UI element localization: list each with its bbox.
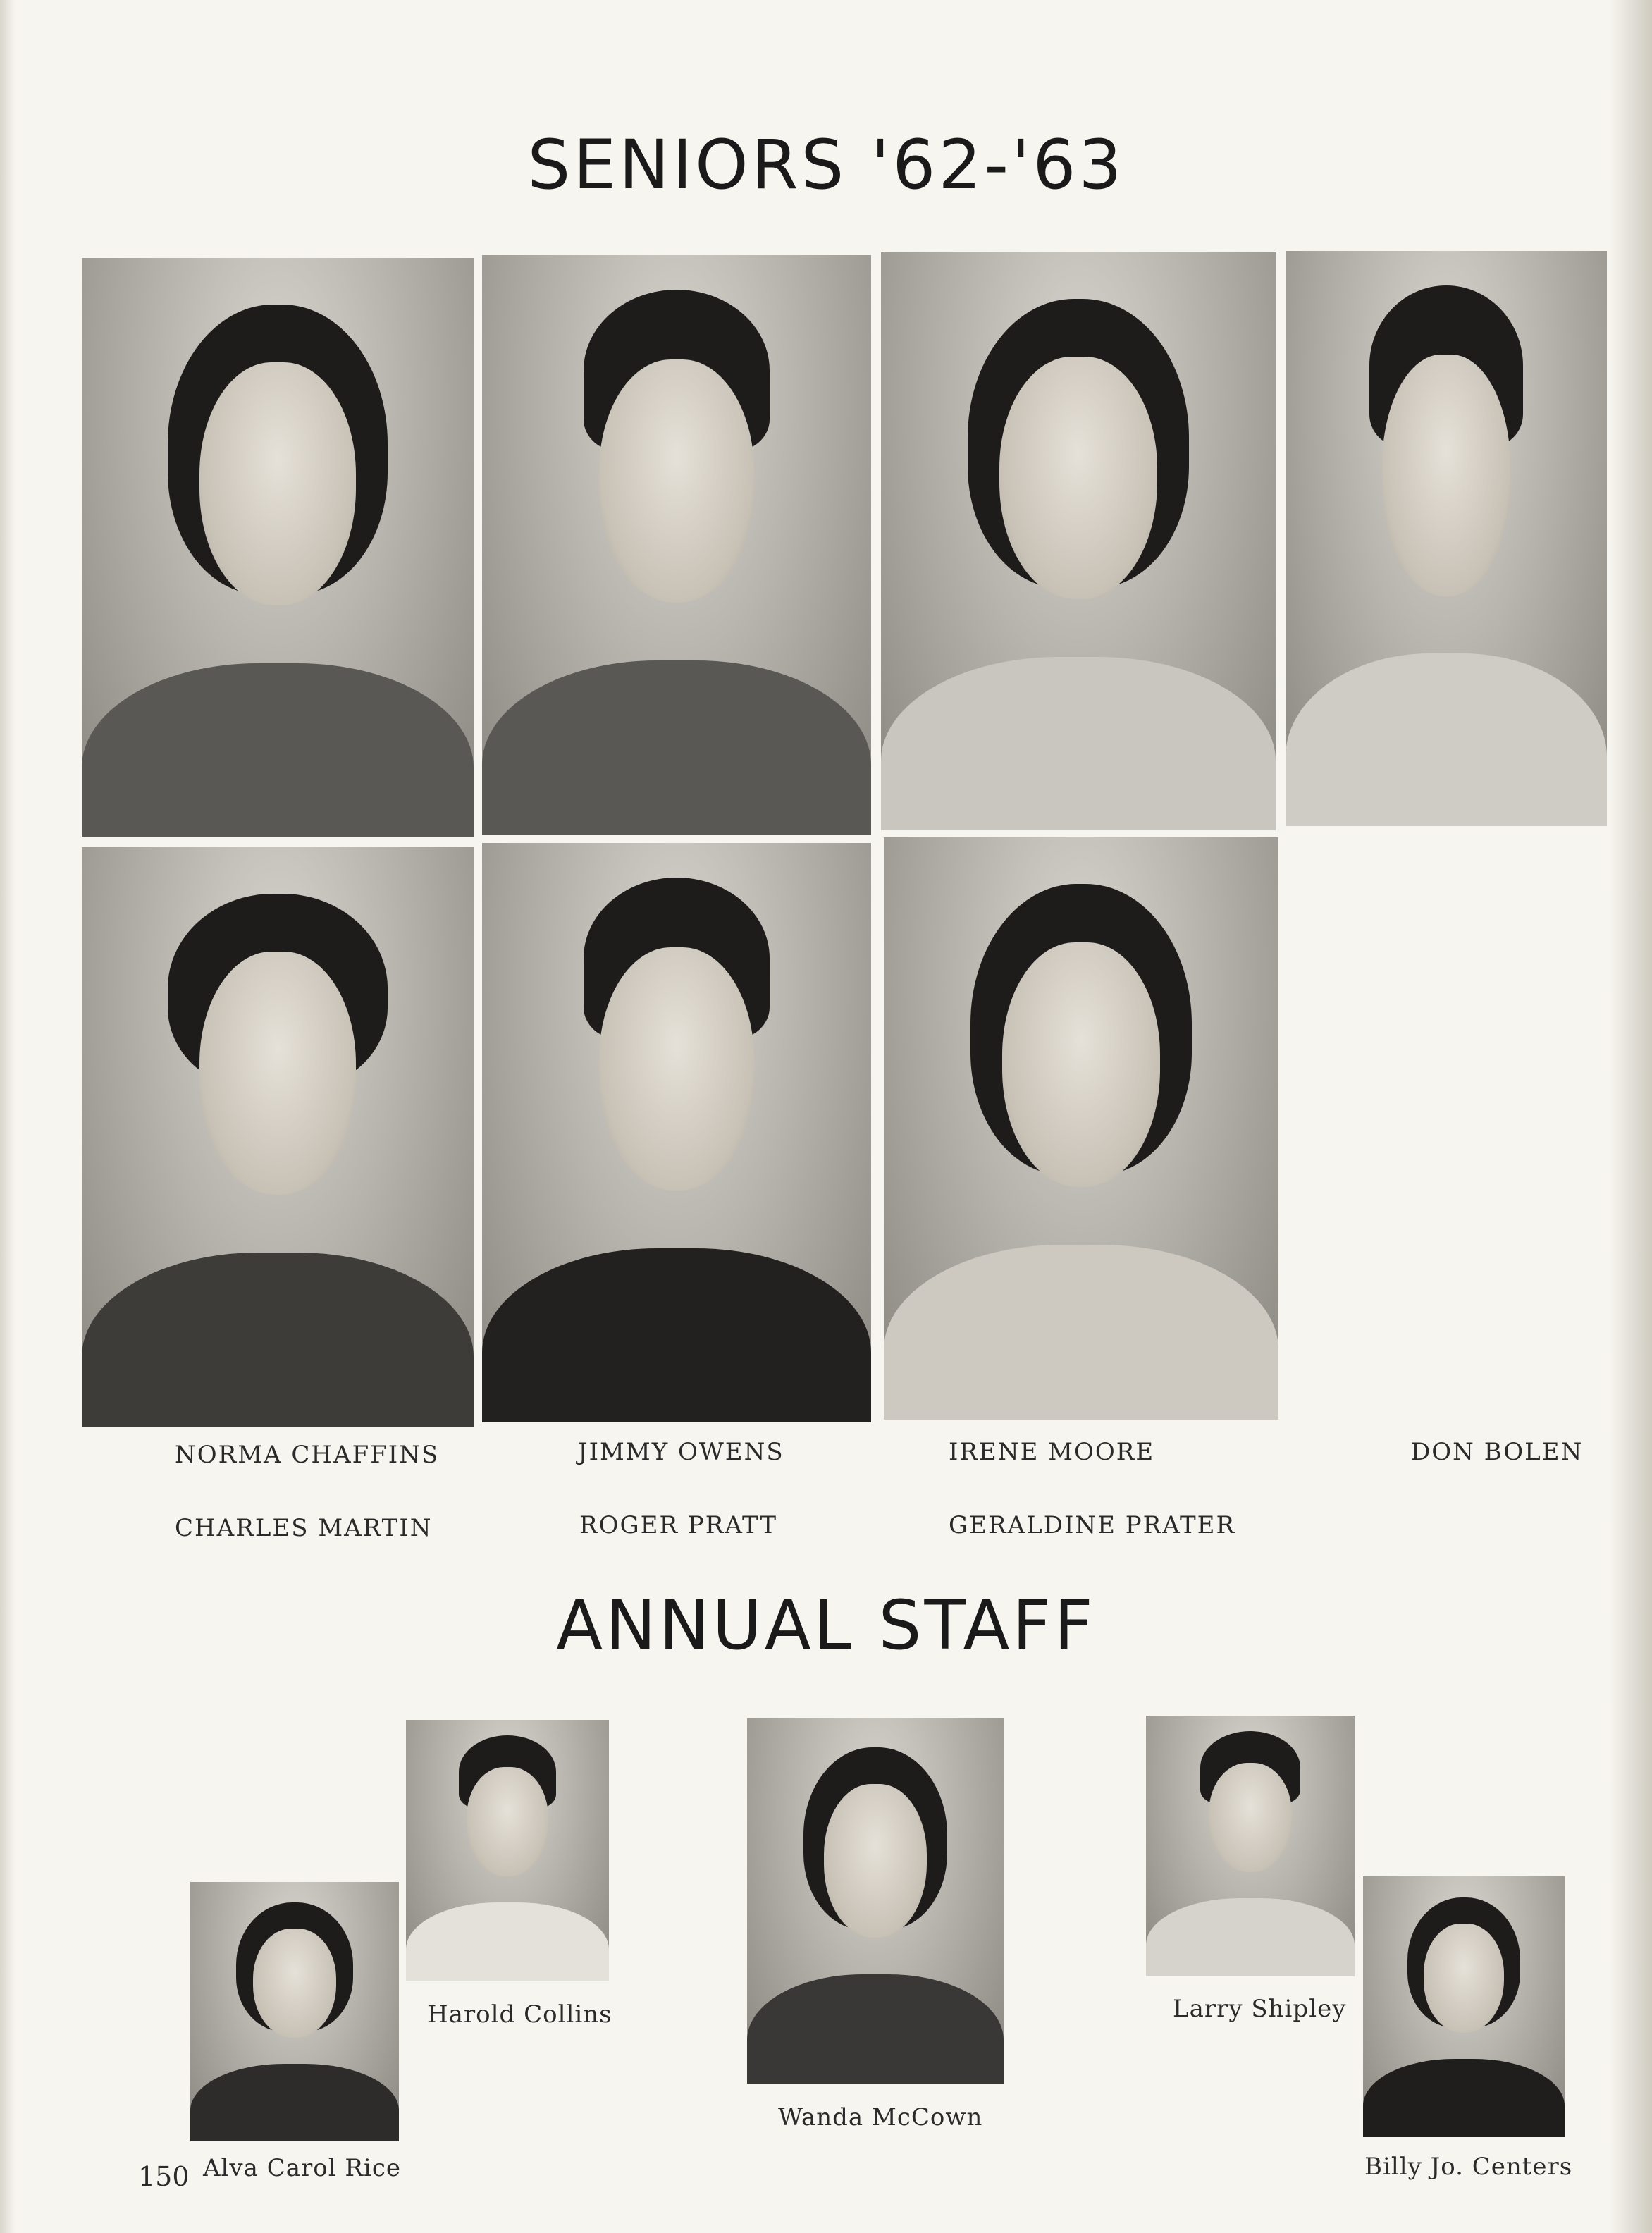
staff-photo-alva-carol-rice <box>190 1882 399 2141</box>
staff-photo-billy-jo-centers <box>1363 1876 1565 2137</box>
caption-irene-moore: IRENE MOORE <box>949 1438 1155 1466</box>
caption-wanda-mccown: Wanda McCown <box>778 2103 983 2132</box>
caption-harold-collins: Harold Collins <box>427 2000 612 2029</box>
page-edge-left <box>0 0 16 2233</box>
page-edge-right <box>1610 0 1652 2233</box>
senior-photo-norma-chaffins <box>82 258 474 837</box>
annual-staff-title: ANNUAL STAFF <box>556 1586 1096 1665</box>
senior-photo-don-bolen <box>1286 251 1607 826</box>
caption-billy-jo-centers: Billy Jo. Centers <box>1364 2153 1573 2181</box>
senior-photo-roger-pratt <box>482 843 871 1422</box>
caption-roger-pratt: ROGER PRATT <box>579 1511 778 1539</box>
seniors-title: SENIORS '62-'63 <box>527 125 1125 204</box>
caption-alva-carol-rice: Alva Carol Rice <box>203 2154 402 2182</box>
senior-photo-irene-moore <box>881 252 1276 830</box>
staff-photo-wanda-mccown <box>747 1718 1004 2084</box>
senior-photo-charles-martin <box>82 847 474 1427</box>
caption-norma-chaffins: NORMA CHAFFINS <box>175 1441 440 1469</box>
staff-photo-larry-shipley <box>1146 1716 1355 1976</box>
caption-jimmy-owens: JIMMY OWENS <box>578 1438 784 1466</box>
caption-charles-martin: CHARLES MARTIN <box>175 1514 433 1542</box>
caption-larry-shipley: Larry Shipley <box>1173 1995 1347 2023</box>
caption-geraldine-prater: GERALDINE PRATER <box>949 1511 1236 1539</box>
caption-don-bolen: DON BOLEN <box>1411 1438 1584 1466</box>
senior-photo-geraldine-prater <box>884 837 1278 1420</box>
senior-photo-jimmy-owens <box>482 255 871 835</box>
staff-photo-harold-collins <box>406 1720 609 1981</box>
page-number: 150 <box>138 2161 190 2192</box>
